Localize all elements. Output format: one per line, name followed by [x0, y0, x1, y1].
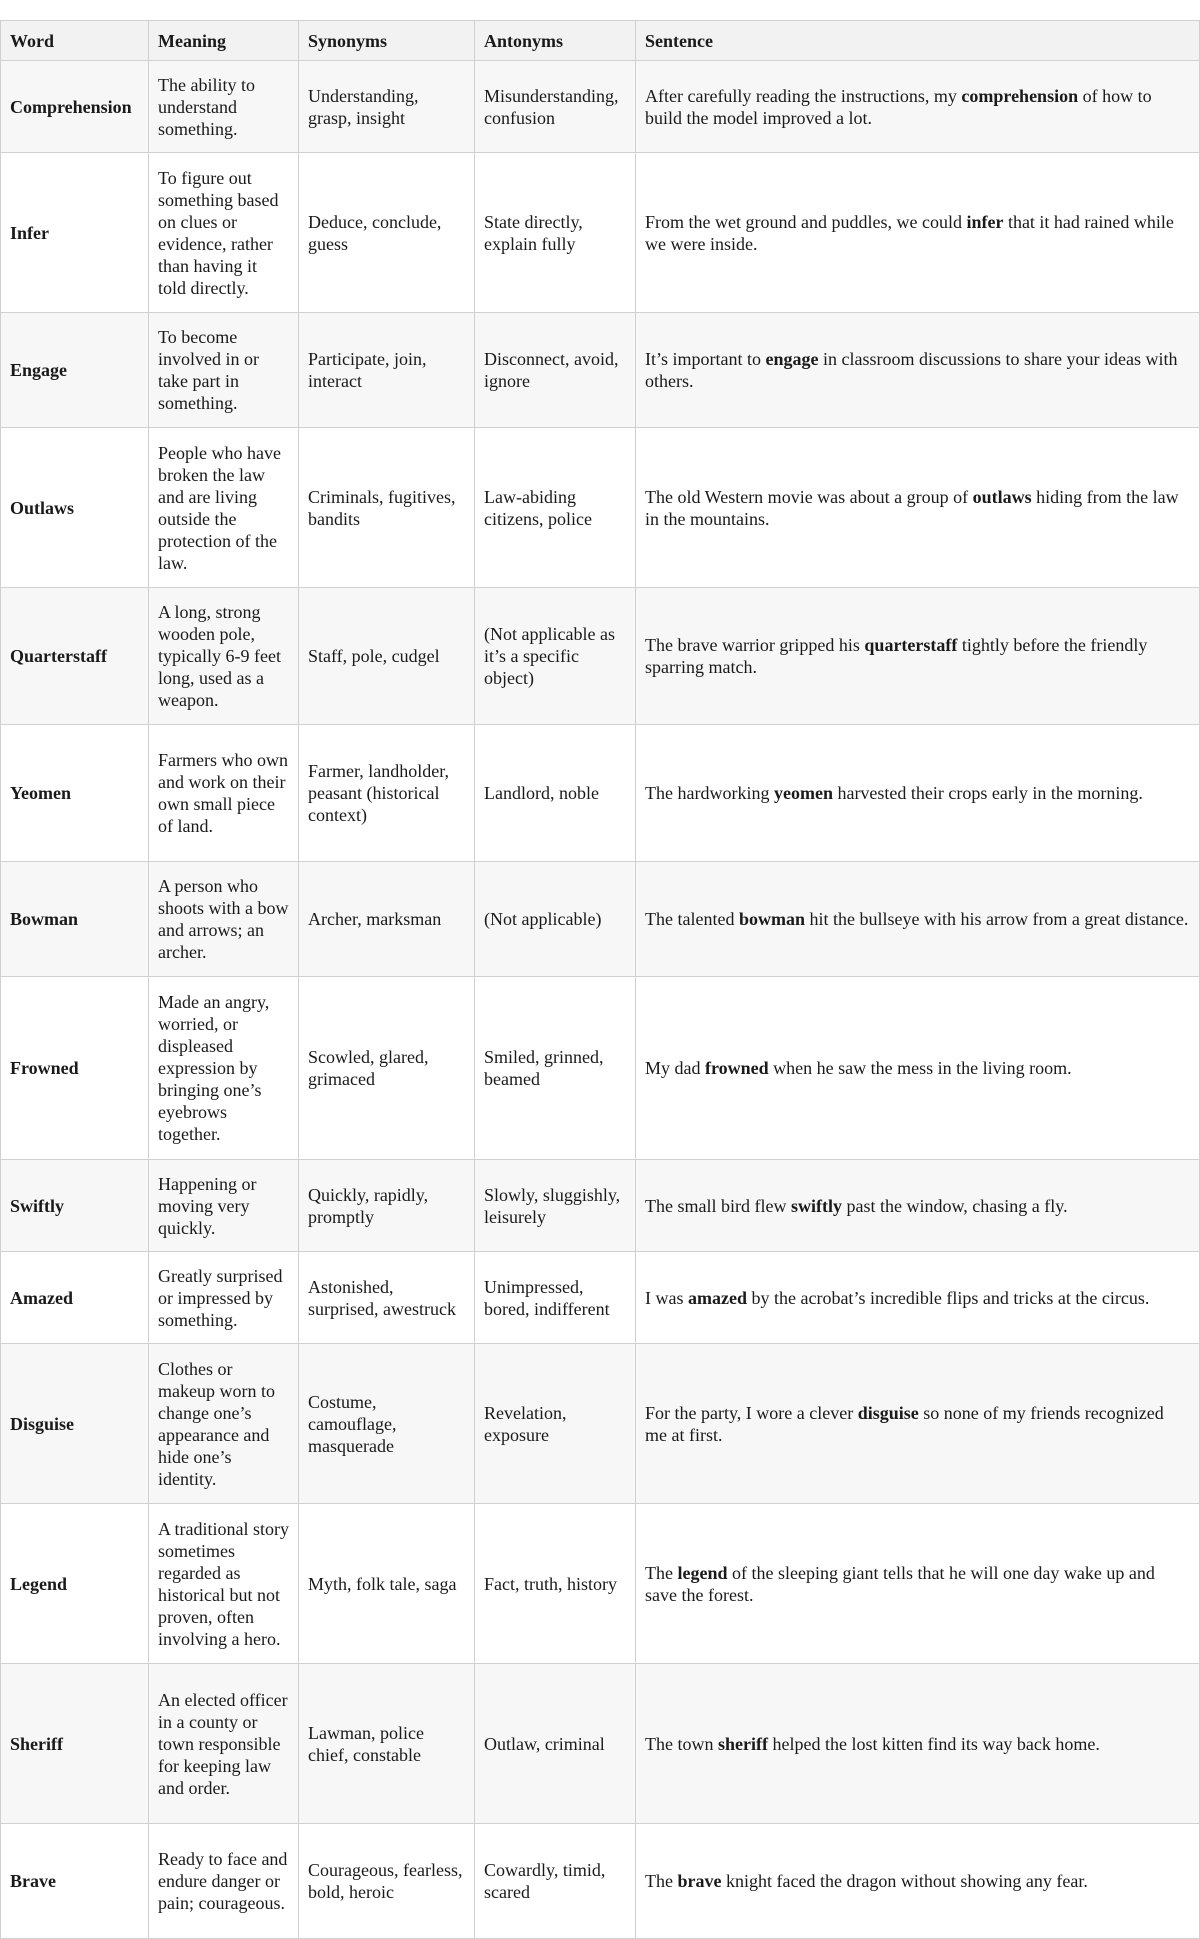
- word-cell: Quarterstaff: [1, 588, 149, 725]
- sentence-cell: [636, 153, 1200, 313]
- word-cell: Amazed: [1, 1252, 149, 1344]
- sentence-cell: [636, 313, 1200, 428]
- table-row: [1, 1160, 1200, 1252]
- antonyms-cell: Law-abiding citizens, police: [475, 428, 636, 588]
- sentence-text-before: The: [645, 1562, 678, 1583]
- word-cell: Swiftly: [1, 1160, 149, 1252]
- synonyms-cell: Criminals, fugitives, bandits: [299, 428, 475, 588]
- antonyms-cell: (Not applicable as it’s a specific object): [475, 588, 636, 725]
- table-row: [1, 428, 1200, 588]
- antonyms-cell: Unimpressed, bored, indifferent: [475, 1252, 636, 1344]
- sentence-highlight-word: comprehension: [961, 85, 1079, 106]
- sentence-text-before: It’s important to: [645, 349, 766, 369]
- sentence-text-after: so none of my friends recognized me at first.: [645, 1402, 1164, 1445]
- sentence-text-after: in classroom discussions to share your ideas with others.: [645, 349, 1178, 391]
- sentence-cell: [636, 725, 1200, 862]
- sentence-text-after: harvested their crops early in the morning.: [832, 783, 1143, 803]
- table-row: [1, 1252, 1200, 1344]
- word-cell: Yeomen: [1, 725, 149, 862]
- table-row: [1, 1664, 1200, 1824]
- word-cell: Infer: [1, 153, 149, 313]
- meaning-cell: Made an angry, worried, or displeased expression by bringing one’s eyebrows together.: [149, 977, 299, 1160]
- antonyms-cell: State directly, explain fully: [475, 153, 636, 313]
- sentence-highlight-word: engage: [765, 349, 819, 369]
- header-word: Word: [1, 21, 149, 61]
- sentence-highlight-word: swiftly: [790, 1195, 842, 1216]
- table-row: [1, 153, 1200, 313]
- antonyms-cell: Disconnect, avoid, ignore: [475, 313, 636, 428]
- sentence-text-before: The old Western movie was about a group of: [645, 486, 973, 507]
- sentence-highlight-word: frowned: [705, 1058, 769, 1078]
- sentence-text-before: My dad: [645, 1058, 705, 1078]
- table-row: [1, 862, 1200, 977]
- sentence-text-before: The: [645, 1871, 678, 1891]
- meaning-cell: To figure out something based on clues or evidence, rather than having it told directly.: [149, 153, 299, 313]
- sentence-text-after: that it had rained while we were inside.: [645, 211, 1174, 254]
- sentence-cell: [636, 1504, 1200, 1664]
- word-cell: Comprehension: [1, 61, 149, 153]
- meaning-cell: Greatly surprised or impressed by something.: [149, 1252, 299, 1344]
- sentence-text-before: For the party, I wore a clever: [645, 1402, 858, 1423]
- antonyms-cell: Landlord, noble: [475, 725, 636, 862]
- word-cell: Sheriff: [1, 1664, 149, 1824]
- synonyms-cell: Lawman, police chief, constable: [299, 1664, 475, 1824]
- sentence-highlight-word: bowman: [738, 909, 805, 929]
- sentence-text-before: After carefully reading the instructions, my: [645, 85, 962, 106]
- sentence-text-after: past the window, chasing a fly.: [841, 1195, 1068, 1216]
- meaning-cell: A long, strong wooden pole, typically 6-9 feet long, used as a weapon.: [149, 588, 299, 725]
- sentence-text-before: The brave warrior gripped his: [645, 635, 865, 655]
- synonyms-cell: Costume, camouflage, masquerade: [299, 1344, 475, 1504]
- antonyms-cell: Misunderstanding, confusion: [475, 61, 636, 153]
- sentence-text-after: helped the lost kitten find its way back home.: [767, 1733, 1100, 1754]
- sentence-cell: [636, 1252, 1200, 1344]
- sentence-text-before: I was: [645, 1287, 688, 1308]
- sentence-text-after: when he saw the mess in the living room.: [768, 1058, 1072, 1078]
- table-row: [1, 61, 1200, 153]
- header-antonyms: Antonyms: [475, 21, 636, 61]
- antonyms-cell: (Not applicable): [475, 862, 636, 977]
- table-row: [1, 588, 1200, 725]
- sentence-text-after: by the acrobat’s incredible flips and tricks at the circus.: [746, 1287, 1150, 1308]
- vocabulary-table: [0, 20, 1200, 1939]
- synonyms-cell: Farmer, landholder, peasant (historical context): [299, 725, 475, 862]
- sentence-highlight-word: disguise: [857, 1402, 919, 1423]
- word-cell: Bowman: [1, 862, 149, 977]
- sentence-text-after: hit the bullseye with his arrow from a great distance.: [804, 909, 1189, 929]
- table-body: [1, 61, 1200, 1939]
- sentence-cell: [636, 1344, 1200, 1504]
- meaning-cell: A person who shoots with a bow and arrows; an archer.: [149, 862, 299, 977]
- antonyms-cell: Outlaw, criminal: [475, 1664, 636, 1824]
- sentence-highlight-word: legend: [677, 1562, 728, 1583]
- sentence-text-before: The hardworking: [645, 783, 774, 803]
- word-cell: Engage: [1, 313, 149, 428]
- sentence-cell: [636, 1824, 1200, 1939]
- synonyms-cell: Quickly, rapidly, promptly: [299, 1160, 475, 1252]
- sentence-cell: [636, 977, 1200, 1160]
- table-row: [1, 1504, 1200, 1664]
- sentence-highlight-word: infer: [966, 211, 1004, 232]
- meaning-cell: People who have broken the law and are living outside the protection of the law.: [149, 428, 299, 588]
- antonyms-cell: Revelation, exposure: [475, 1344, 636, 1504]
- word-cell: Frowned: [1, 977, 149, 1160]
- sentence-cell: [636, 1664, 1200, 1824]
- meaning-cell: The ability to understand something.: [149, 61, 299, 153]
- sentence-text-after: hiding from the law in the mountains.: [645, 486, 1179, 529]
- sentence-text-before: The small bird flew: [645, 1195, 791, 1216]
- meaning-cell: Clothes or makeup worn to change one’s appearance and hide one’s identity.: [149, 1344, 299, 1504]
- synonyms-cell: Astonished, surprised, awestruck: [299, 1252, 475, 1344]
- table-header-row: [1, 21, 1200, 61]
- sentence-text-after: of the sleeping giant tells that he will one day wake up and save the forest.: [645, 1562, 1155, 1605]
- table-row: [1, 1344, 1200, 1504]
- antonyms-cell: Fact, truth, history: [475, 1504, 636, 1664]
- synonyms-cell: Understanding, grasp, insight: [299, 61, 475, 153]
- antonyms-cell: Smiled, grinned, beamed: [475, 977, 636, 1160]
- sentence-highlight-word: brave: [677, 1871, 722, 1891]
- table-row: [1, 725, 1200, 862]
- word-cell: Outlaws: [1, 428, 149, 588]
- table-row: [1, 977, 1200, 1160]
- sentence-text-before: The town: [645, 1733, 718, 1754]
- sentence-cell: [636, 862, 1200, 977]
- synonyms-cell: Archer, marksman: [299, 862, 475, 977]
- header-meaning: Meaning: [149, 21, 299, 61]
- header-sentence: Sentence: [636, 21, 1200, 61]
- sentence-highlight-word: yeomen: [773, 783, 833, 803]
- synonyms-cell: Scowled, glared, grimaced: [299, 977, 475, 1160]
- word-cell: Legend: [1, 1504, 149, 1664]
- meaning-cell: A traditional story sometimes regarded as historical but not proven, often involving a hero.: [149, 1504, 299, 1664]
- sentence-text-after: of how to build the model improved a lot.: [645, 85, 1152, 128]
- antonyms-cell: Cowardly, timid, scared: [475, 1824, 636, 1939]
- sentence-text-before: From the wet ground and puddles, we could: [645, 211, 967, 232]
- sentence-cell: [636, 428, 1200, 588]
- word-cell: Brave: [1, 1824, 149, 1939]
- sentence-text-after: knight faced the dragon without showing any fear.: [721, 1871, 1088, 1891]
- antonyms-cell: Slowly, sluggishly, leisurely: [475, 1160, 636, 1252]
- table-row: [1, 313, 1200, 428]
- sentence-cell: [636, 588, 1200, 725]
- meaning-cell: To become involved in or take part in something.: [149, 313, 299, 428]
- sentence-cell: [636, 61, 1200, 153]
- synonyms-cell: Deduce, conclude, guess: [299, 153, 475, 313]
- sentence-cell: [636, 1160, 1200, 1252]
- synonyms-cell: Staff, pole, cudgel: [299, 588, 475, 725]
- table-row: [1, 1824, 1200, 1939]
- meaning-cell: Happening or moving very quickly.: [149, 1160, 299, 1252]
- synonyms-cell: Myth, folk tale, saga: [299, 1504, 475, 1664]
- synonyms-cell: Participate, join, interact: [299, 313, 475, 428]
- meaning-cell: Farmers who own and work on their own small piece of land.: [149, 725, 299, 862]
- word-cell: Disguise: [1, 1344, 149, 1504]
- sentence-text-before: The talented: [645, 909, 739, 929]
- meaning-cell: Ready to face and endure danger or pain; courageous.: [149, 1824, 299, 1939]
- sentence-text-after: tightly before the friendly sparring match.: [645, 635, 1148, 677]
- sentence-highlight-word: outlaws: [972, 486, 1032, 507]
- synonyms-cell: Courageous, fearless, bold, heroic: [299, 1824, 475, 1939]
- meaning-cell: An elected officer in a county or town responsible for keeping law and order.: [149, 1664, 299, 1824]
- sentence-highlight-word: sheriff: [717, 1733, 768, 1754]
- header-synonyms: Synonyms: [299, 21, 475, 61]
- sentence-highlight-word: quarterstaff: [864, 635, 958, 655]
- sentence-highlight-word: amazed: [688, 1287, 747, 1308]
